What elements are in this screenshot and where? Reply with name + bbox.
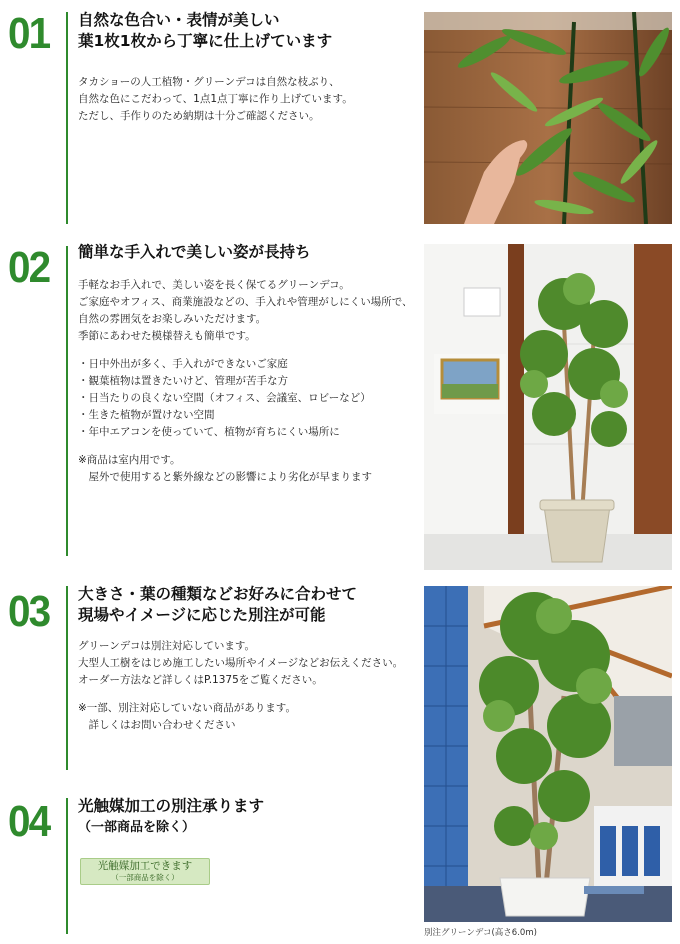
section-03 [0,584,420,784]
section-body [78,638,418,734]
note-line: ※商品は室内用です。 [78,454,181,466]
section-headline-line-2: 葉1枚1枚から丁寧に仕上げています [78,32,333,50]
photocatalyst-badge [80,858,210,885]
body-line: タカショーの人工植物・グリーンデコは自然な枝ぶり、 [78,76,340,88]
section-number: 02 [8,243,50,292]
note-line: ※一部、別注対応していない商品があります。 [78,702,296,714]
section-headline: 簡単な手入れで美しい姿が長持ち [78,243,311,261]
body-line: グリーンデコは別注対応しています。 [78,640,256,652]
note-line: 詳しくはお問い合わせください [78,719,236,731]
section-number: 03 [8,587,50,636]
body-line: オーダー方法など詳しくはP.1375をご覧ください。 [78,674,323,686]
section-headline: 光触媒加工の別注承ります [78,797,265,815]
section-01 [0,10,420,228]
section-divider [66,586,68,770]
bullet-item: ・日当たりの良くない空間（オフィス、会議室、ロビーなど） [78,392,371,404]
note-line: 屋外で使用すると紫外線などの影響により劣化が早まります [78,471,372,483]
photo-caption: 別注グリーンデコ(高さ6.0m) [424,928,537,938]
section-content [78,242,418,486]
section-subheadline: （一部商品を除く） [78,820,196,835]
badge-line-2: （一部商品を除く） [111,873,179,882]
photo-bamboo-leaves [424,12,672,224]
section-04 [0,796,420,936]
photo-indoor-tree [424,244,672,570]
section-divider [66,798,68,934]
section-02 [0,244,420,574]
section-content [78,584,418,734]
body-line: 自然の雰囲気をお楽しみいただけます。 [78,313,267,325]
section-headline-line-2: 現場やイメージに応じた別注が可能 [78,606,326,624]
bullet-item: ・日中外出が多く、手入れができないご家庭 [78,358,288,370]
body-line: 自然な色にこだわって、1点1点丁寧に作り上げています。 [78,93,353,105]
body-line: ただし、手作りのため納期は十分ご確認ください。 [78,110,320,122]
section-content [78,10,418,125]
section-body [78,74,418,125]
section-number: 04 [8,797,50,846]
body-line: 手軽なお手入れで、美しい姿を長く保てるグリーンデコ。 [78,279,350,291]
bullet-item: ・観葉植物は置きたいけど、管理が苦手な方 [78,375,288,387]
bullet-item: ・生きた植物が置けない空間 [78,409,215,421]
section-content [78,796,418,838]
section-body [78,277,418,486]
photo-large-lobby-tree [424,586,672,922]
badge-line-1: 光触媒加工できます [97,860,193,872]
section-headline-line-1: 自然な色合い・表情が美しい [78,11,280,29]
body-line: 大型人工樹をはじめ施工したい場所やイメージなどお伝えください。 [78,657,404,669]
section-headline-line-1: 大きさ・葉の種類などお好みに合わせて [78,585,358,603]
section-divider [66,12,68,224]
bullet-item: ・年中エアコンを使っていて、植物が育ちにくい場所に [78,426,340,438]
body-line: ご家庭やオフィス、商業施設などの、手入れや管理がしにくい場所で、 [78,296,413,308]
body-line: 季節にあわせた模様替えも簡単です。 [78,330,256,342]
section-number: 01 [8,9,50,58]
section-divider [66,246,68,556]
